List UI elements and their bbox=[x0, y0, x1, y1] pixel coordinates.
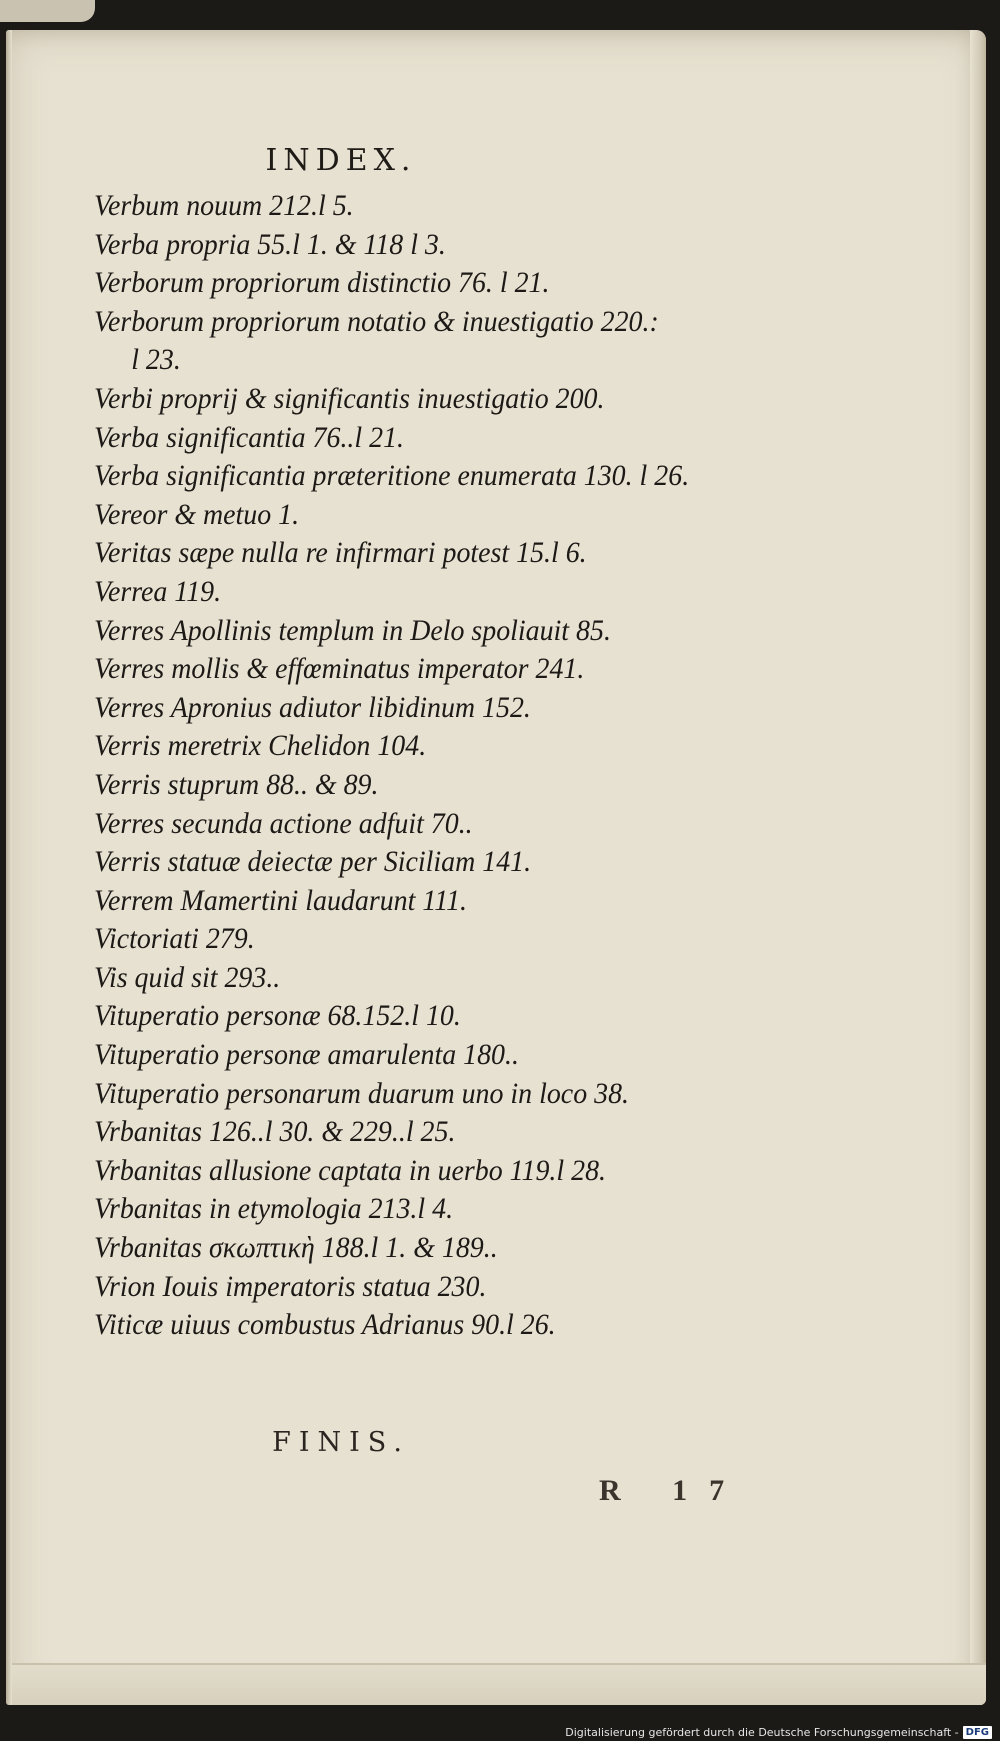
index-entry: Verris stuprum 88.. & 89. bbox=[94, 767, 379, 801]
index-entry: Vrbanitas 126..l 30. & 229..l 25. bbox=[94, 1115, 456, 1149]
finis-text: FINIS. bbox=[272, 1427, 410, 1458]
index-entry: Victoriati 279. bbox=[94, 922, 255, 956]
page-bottom-edge bbox=[12, 1663, 986, 1705]
footer-text: Digitalisierung gefördert durch die Deutsche Forschungsgemeinschaft - bbox=[565, 1726, 959, 1739]
index-entry: Verrem Mamertini laudarunt 111. bbox=[94, 883, 468, 917]
index-entry: Vrbanitas in etymologia 213.l 4. bbox=[94, 1192, 454, 1226]
index-entry: Vis quid sit 293.. bbox=[94, 960, 281, 994]
index-entry: Vrion Iouis imperatoris statua 230. bbox=[94, 1269, 487, 1303]
index-entry: Vituperatio personæ amarulenta 180.. bbox=[94, 1038, 519, 1072]
book-page bbox=[6, 30, 986, 1705]
index-entry: Verba propria 55.l 1. & 118 l 3. bbox=[94, 227, 446, 261]
index-entry: Verbi proprij & significantis inuestigatio 200. bbox=[94, 381, 605, 415]
index-entry: Verrea 119. bbox=[94, 574, 222, 608]
index-entry: Verris meretrix Chelidon 104. bbox=[94, 729, 427, 763]
index-entry: Vereor & metuo 1. bbox=[94, 497, 300, 531]
index-entry: Viticæ uiuus combustus Adrianus 90.l 26. bbox=[94, 1308, 556, 1342]
index-entry: Verris statuæ deiectæ per Siciliam 141. bbox=[94, 845, 532, 879]
index-entry: Verres Apollinis templum in Delo spoliauit 85. bbox=[94, 613, 611, 647]
index-entry: Verba significantia præteritione enumerata 130. l 26. bbox=[94, 459, 690, 493]
index-entry: Veritas sæpe nulla re infirmari potest 15.l 6. bbox=[94, 536, 587, 570]
index-entry: Verba significantia 76..l 21. bbox=[94, 420, 404, 454]
index-entry: Vituperatio personarum duarum uno in loco 38. bbox=[94, 1076, 629, 1110]
index-entry: Vrbanitas allusione captata in uerbo 119.l 28. bbox=[94, 1153, 607, 1187]
page-heading: INDEX. bbox=[265, 143, 417, 178]
index-entry: Verres secunda actione adfuit 70.. bbox=[94, 806, 473, 840]
index-entry: Verres Apronius adiutor libidinum 152. bbox=[94, 690, 531, 724]
index-entry-continuation: l 23. bbox=[131, 343, 181, 377]
index-entry: Vrbanitas σκωπτικὴ 188.l 1. & 189.. bbox=[94, 1231, 498, 1265]
index-entry: Verres mollis & effœminatus imperator 241. bbox=[94, 652, 585, 686]
digitization-footer bbox=[565, 1726, 992, 1739]
index-entry: Verbum nouum 212.l 5. bbox=[94, 189, 354, 222]
signature-mark: R 17 bbox=[599, 1474, 747, 1507]
index-entries bbox=[94, 187, 974, 1345]
index-entry: Vituperatio personæ 68.152.l 10. bbox=[94, 999, 461, 1033]
page-corner-scrap bbox=[0, 0, 95, 22]
dfg-logo-icon: DFG bbox=[963, 1726, 992, 1739]
index-entry: Verborum propriorum notatio & inuestigatio 220.: bbox=[94, 304, 659, 338]
index-entry: Verborum propriorum distinctio 76. l 21. bbox=[94, 266, 550, 300]
